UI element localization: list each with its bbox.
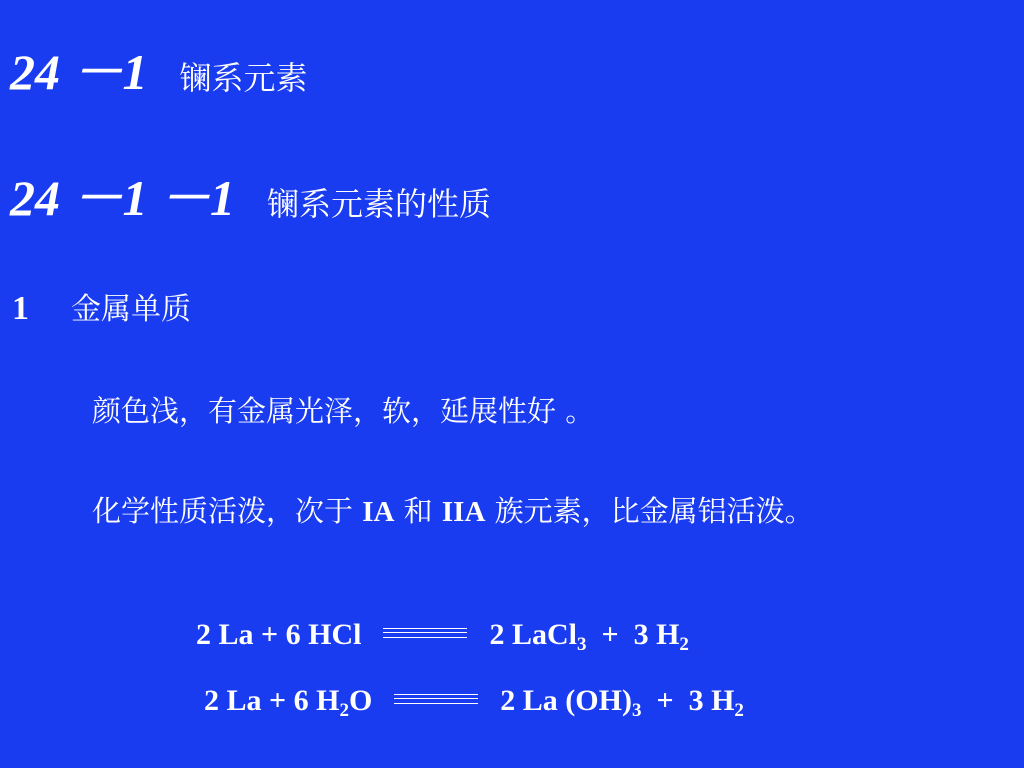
paragraph-appearance: 颜色浅，有金属光泽，软，延展性好 。 bbox=[92, 394, 595, 428]
equation-hcl-lhs: 2 La + 6 HCl bbox=[196, 618, 362, 651]
equation-water-rhs-a-sub: 3 bbox=[631, 700, 642, 721]
subsection-heading bbox=[12, 284, 191, 328]
reactivity-text-2: 和 bbox=[394, 494, 442, 528]
subheading-number: 24 －1 －1 bbox=[10, 170, 235, 226]
subsection-number: 1 bbox=[12, 290, 29, 327]
heading-title: 镧系元素 bbox=[179, 59, 308, 97]
equation-water-lhs-a: 2 La + 6 H bbox=[204, 684, 340, 717]
equation-water-rhs-b-sub: 2 bbox=[734, 700, 744, 721]
heading-section bbox=[10, 32, 308, 104]
equation-water-rhs-b: + 3 H bbox=[641, 684, 735, 717]
heading-number: 24 －1 bbox=[10, 44, 148, 100]
equation-water-lhs-a-sub: 2 bbox=[339, 700, 349, 721]
equation-water-lhs-b: O bbox=[348, 684, 373, 717]
equation-water-equals bbox=[394, 694, 478, 704]
equation-hcl-rhs-b: + 3 H bbox=[586, 618, 680, 651]
reactivity-text-1: 化学性质活泼，次于 bbox=[92, 494, 363, 528]
subheading-title: 镧系元素的性质 bbox=[267, 185, 492, 223]
equation-water bbox=[204, 684, 744, 721]
group-iia: IIA bbox=[441, 496, 486, 528]
equation-hcl-rhs-b-sub: 2 bbox=[679, 634, 689, 655]
reactivity-text-3: 族元素，比金属铝活泼。 bbox=[485, 494, 814, 528]
subsection-title: 金属单质 bbox=[71, 292, 191, 327]
equation-hcl bbox=[196, 618, 689, 655]
paragraph-reactivity bbox=[12, 490, 1002, 533]
equation-water-rhs-a: 2 La (OH) bbox=[500, 684, 632, 717]
equation-hcl-rhs-a: 2 LaCl bbox=[489, 618, 577, 651]
subheading-section bbox=[10, 158, 491, 230]
equation-hcl-equals bbox=[383, 628, 467, 638]
equation-hcl-rhs-a-sub: 3 bbox=[576, 634, 587, 655]
group-ia: IA bbox=[362, 496, 395, 528]
